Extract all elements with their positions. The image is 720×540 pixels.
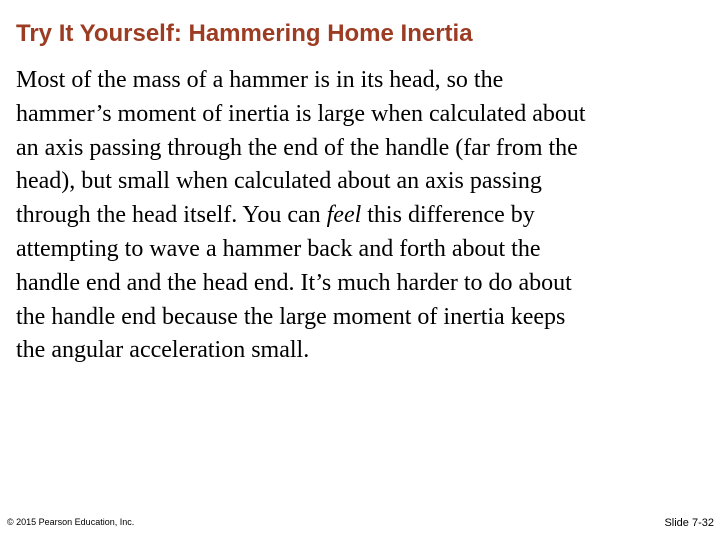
body-line: Most of the mass of a hammer is in its head, so the [16,67,504,93]
body-line-with-emphasis [16,199,706,233]
body-text: this difference by [367,202,535,229]
body-line: head), but small when calculated about an axis passing [16,168,542,195]
body-line: hammer’s moment of inertia is large when calculated about [16,100,586,127]
body-line: the angular acceleration small. [16,337,310,364]
emphasis-word: feel [326,202,362,229]
slide-number: Slide 7-32 [664,517,714,529]
body-line: an axis passing through the end of the handle (far from the [16,134,578,161]
copyright-notice: © 2015 Pearson Education, Inc. [7,517,135,527]
body-text: through the head itself. You can [16,202,327,229]
slide-body [16,64,706,368]
body-line: the handle end because the large moment of inertia keeps [16,303,566,330]
slide-title: Try It Yourself: Hammering Home Inertia [16,20,473,47]
body-line: handle end and the head end. It’s much harder to do about [16,269,572,296]
body-line: attempting to wave a hammer back and forth about the [16,235,541,262]
